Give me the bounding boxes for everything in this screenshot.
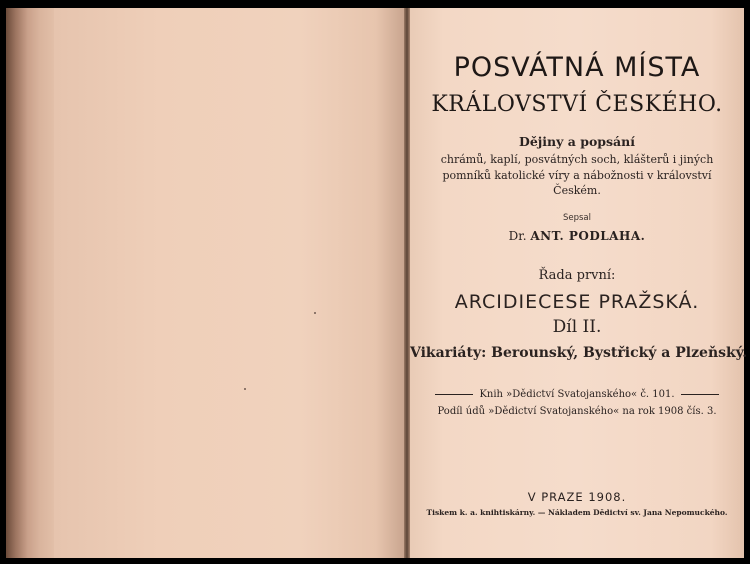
title-line-2: KRÁLOVSTVÍ ČESKÉHO. xyxy=(431,92,723,117)
printer-imprint: Tiskem k. a. knihtiskárny. — Nákladem Dědictví sv. Jana Nepomuckého. xyxy=(426,508,728,517)
blank-left-page xyxy=(54,8,404,558)
byline-label: Sepsal xyxy=(562,213,592,223)
paper-speck xyxy=(314,312,316,314)
description-line-2: pomníků katolické víry a nábožnosti v království xyxy=(442,169,712,182)
title-page xyxy=(410,8,748,558)
page-block-edge xyxy=(6,8,54,558)
part-heading: Díl II. xyxy=(552,317,602,337)
title-line-1: POSVÁTNÁ MÍSTA xyxy=(453,52,701,83)
description-line-3: Českém. xyxy=(553,184,601,197)
vicariates: Vikariáty: Berounský, Bystřický a Plzeňský. xyxy=(410,345,748,361)
author xyxy=(410,229,744,243)
member-share: Podíl údů »Dědictví Svatojanského« na rok 1908 čís. 3. xyxy=(437,406,717,417)
author-prefix: Dr. xyxy=(508,229,527,243)
open-book xyxy=(6,8,748,558)
publisher-series xyxy=(410,389,744,400)
rule-right xyxy=(681,394,719,395)
paper-speck xyxy=(244,388,246,390)
publisher-series-text: Knih »Dědictví Svatojanského« č. 101. xyxy=(479,389,675,400)
series-rada: Řada první: xyxy=(538,268,616,283)
description-line-1: chrámů, kaplí, posvátných soch, klášterů i jiných xyxy=(440,153,714,166)
archdiocese-heading: ARCIDIECESE PRAŽSKÁ. xyxy=(454,291,700,313)
rule-left xyxy=(435,394,473,395)
author-name: ANT. PODLAHA. xyxy=(530,229,646,243)
subtitle: Dějiny a popsání xyxy=(518,134,635,149)
place-year: V PRAZE 1908. xyxy=(527,490,627,504)
